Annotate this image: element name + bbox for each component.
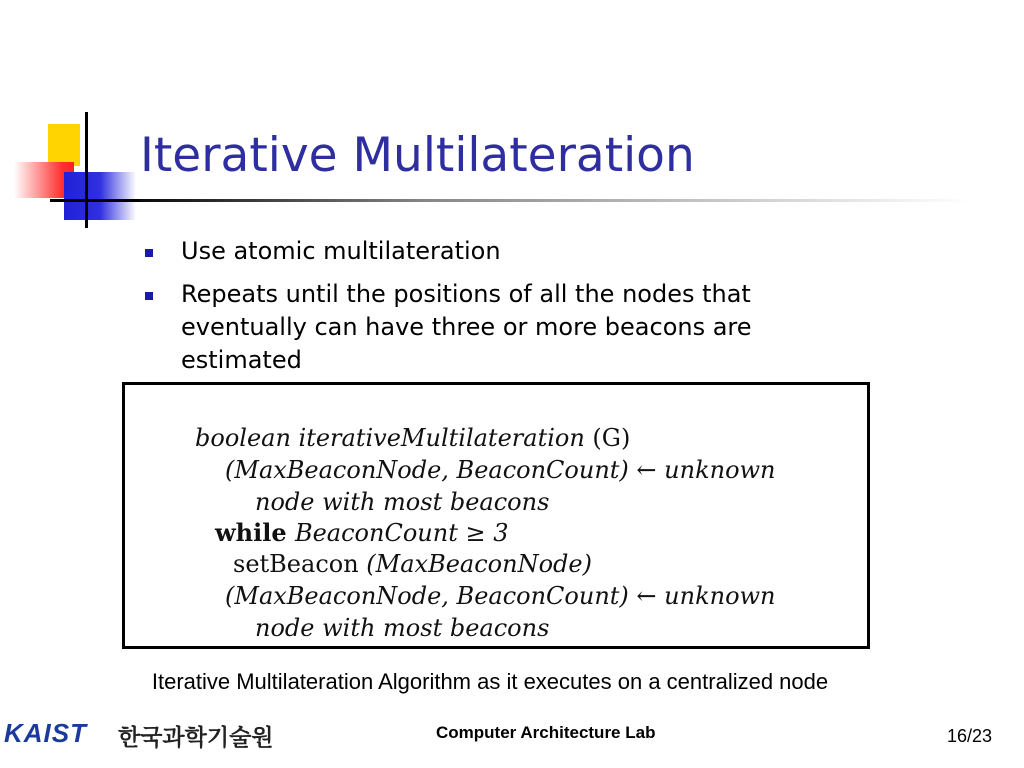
algorithm-operator: ≥ [465,519,486,547]
algorithm-box [122,382,870,649]
algorithm-call-name: setBeacon [233,550,367,578]
algorithm-line-1 [195,423,630,453]
algorithm-line-7: node with most beacons [255,614,550,642]
algorithm-function-arg: (G) [584,424,631,452]
algorithm-line-4 [215,518,508,548]
slide-title: Iterative Multilateration [140,128,695,183]
figure-caption: Iterative Multilateration Algorithm as it executes on a centralized node [151,669,829,694]
bullet-square-icon [145,292,153,300]
algorithm-call-arg: (MaxBeaconNode) [366,550,592,578]
decor-horizontal-line [50,199,142,202]
algorithm-line-3: node with most beacons [255,488,550,516]
decor-yellow-square [48,124,80,166]
algorithm-line-5 [233,549,592,579]
bullet-text: Repeats until the positions of all the nodes that eventually can have three or more beacons are estimated [181,280,752,374]
algorithm-line-6: (MaxBeaconNode, BeaconCount) ← unknown [225,582,776,610]
bullet-square-icon [145,249,153,257]
algorithm-function-name: boolean iterativeMultilateration [195,424,585,452]
bullet-item [143,278,863,377]
algorithm-line-2: (MaxBeaconNode, BeaconCount) ← unknown [225,456,776,484]
bullet-text: Use atomic multilateration [181,237,501,265]
decor-blue-square [64,172,136,220]
bullet-item [143,235,863,268]
bullet-list [143,235,863,387]
algorithm-condition-var: BeaconCount [294,519,466,547]
decor-vertical-line [85,112,88,228]
kaist-korean-logo: 한국과학기술원 [118,725,274,751]
algorithm-condition-value: 3 [485,519,509,547]
kaist-logo: KAIST [4,718,87,748]
footer-lab-name: Computer Architecture Lab [436,723,656,742]
page-number: 16/23 [946,726,992,746]
title-underline [140,199,970,202]
algorithm-keyword-while: while [215,518,295,547]
